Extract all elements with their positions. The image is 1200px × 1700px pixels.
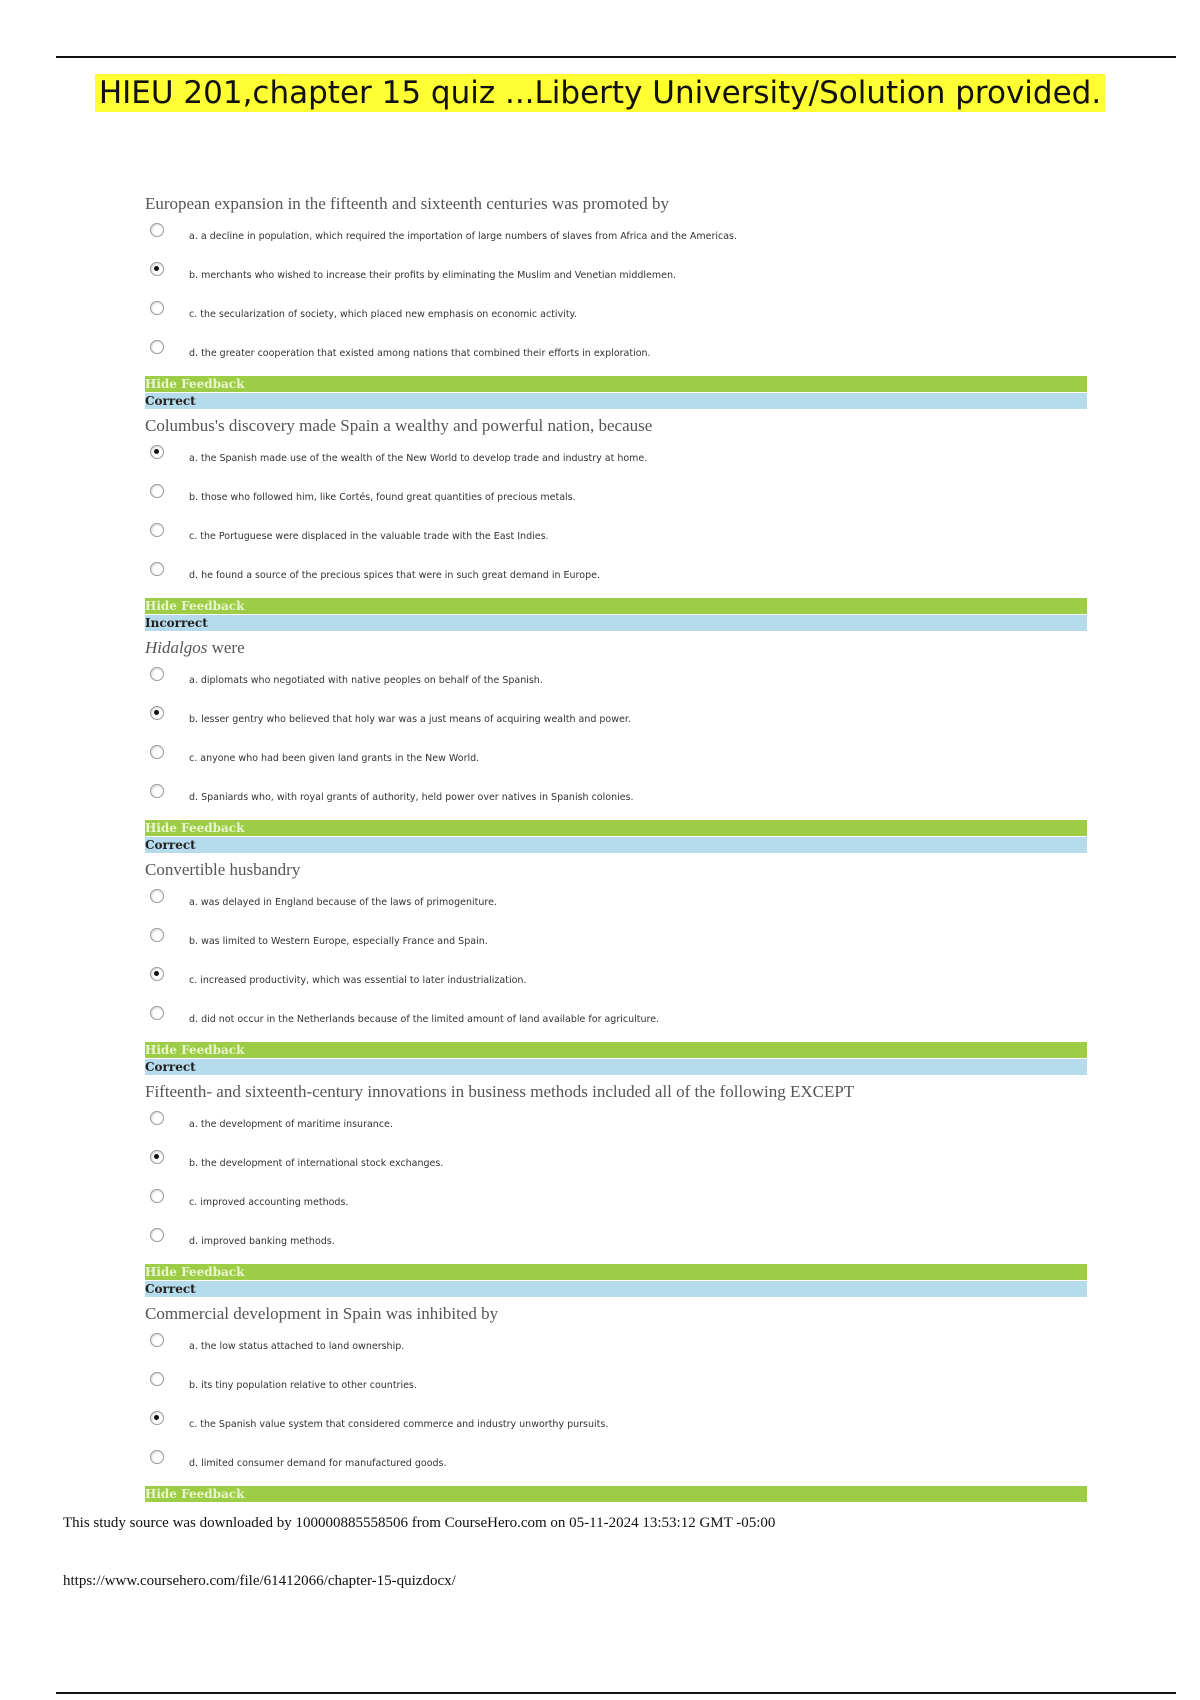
option-label: d. he found a source of the precious spices that were in such great demand in Europe. — [189, 570, 600, 581]
option-label: a. diplomats who negotiated with native peoples on behalf of the Spanish. — [189, 675, 543, 686]
radio-unchecked-icon[interactable] — [150, 889, 164, 903]
option-label: d. the greater cooperation that existed among nations that combined their efforts in exploration. — [189, 348, 651, 359]
answer-option[interactable] — [145, 1370, 1087, 1409]
answer-option[interactable] — [145, 1331, 1087, 1370]
answer-option[interactable] — [145, 1109, 1087, 1148]
answer-option[interactable] — [145, 782, 1087, 821]
option-label: d. Spaniards who, with royal grants of authority, held power over natives in Spanish colonies. — [189, 792, 634, 803]
download-note: This study source was downloaded by 100000885558506 from CourseHero.com on 05-11-2024 13:53:12 GMT -05:00 — [63, 1515, 776, 1531]
result-bar: Correct — [145, 1281, 1087, 1297]
radio-unchecked-icon[interactable] — [150, 223, 164, 237]
option-label: d. limited consumer demand for manufactured goods. — [189, 1458, 447, 1469]
option-label: b. merchants who wished to increase their profits by eliminating the Muslim and Venetian middlemen. — [189, 270, 677, 281]
option-label: b. was limited to Western Europe, especially France and Spain. — [189, 936, 488, 947]
answer-option[interactable] — [145, 1148, 1087, 1187]
radio-unchecked-icon[interactable] — [150, 667, 164, 681]
question-block — [145, 1079, 1087, 1301]
question-text: Commercial development in Spain was inhibited by — [145, 1304, 499, 1323]
option-label: d. did not occur in the Netherlands because of the limited amount of land available for agriculture. — [189, 1014, 660, 1025]
answer-option[interactable] — [145, 1226, 1087, 1265]
hide-feedback-bar[interactable]: Hide Feedback — [145, 1486, 1087, 1502]
option-label: a. was delayed in England because of the laws of primogeniture. — [189, 897, 497, 908]
radio-unchecked-icon[interactable] — [150, 1189, 164, 1203]
hide-feedback-bar[interactable]: Hide Feedback — [145, 598, 1087, 614]
quiz-container — [145, 191, 1087, 1523]
option-label: a. the Spanish made use of the wealth of the New World to develop trade and industry at home. — [189, 453, 648, 464]
radio-unchecked-icon[interactable] — [150, 562, 164, 576]
answer-option[interactable] — [145, 299, 1087, 338]
hide-feedback-bar[interactable]: Hide Feedback — [145, 1264, 1087, 1280]
answer-option[interactable] — [145, 443, 1087, 482]
question-text: Fifteenth- and sixteenth-century innovations in business methods included all of the following EXCEPT — [145, 1082, 855, 1101]
option-label: c. the Portuguese were displaced in the valuable trade with the East Indies. — [189, 531, 549, 542]
result-bar: Correct — [145, 837, 1087, 853]
option-label: b. lesser gentry who believed that holy war was a just means of acquiring wealth and power. — [189, 714, 631, 725]
answer-option[interactable] — [145, 926, 1087, 965]
radio-unchecked-icon[interactable] — [150, 523, 164, 537]
question-block — [145, 635, 1087, 857]
answer-option[interactable] — [145, 260, 1087, 299]
result-bar: Incorrect — [145, 615, 1087, 631]
radio-unchecked-icon[interactable] — [150, 784, 164, 798]
answer-option[interactable] — [145, 1448, 1087, 1487]
radio-checked-icon[interactable] — [150, 262, 164, 276]
radio-unchecked-icon[interactable] — [150, 301, 164, 315]
radio-checked-icon[interactable] — [150, 445, 164, 459]
option-label: a. the low status attached to land ownership. — [189, 1341, 405, 1352]
option-label: b. those who followed him, like Cortés, found great quantities of precious metals. — [189, 492, 576, 503]
bottom-rule — [56, 1692, 1176, 1694]
answer-option[interactable] — [145, 887, 1087, 926]
option-label: a. a decline in population, which required the importation of large numbers of slaves from Africa and the Americas. — [189, 231, 738, 242]
question-block — [145, 1301, 1087, 1523]
answer-option[interactable] — [145, 665, 1087, 704]
question-text: Convertible husbandry — [145, 860, 301, 879]
hide-feedback-bar[interactable]: Hide Feedback — [145, 1042, 1087, 1058]
answer-option[interactable] — [145, 965, 1087, 1004]
radio-checked-icon[interactable] — [150, 1150, 164, 1164]
radio-unchecked-icon[interactable] — [150, 340, 164, 354]
question-text: Columbus's discovery made Spain a wealthy and powerful nation, because — [145, 416, 653, 435]
radio-unchecked-icon[interactable] — [150, 1006, 164, 1020]
top-rule — [56, 56, 1176, 58]
hide-feedback-bar[interactable]: Hide Feedback — [145, 376, 1087, 392]
question-block — [145, 191, 1087, 413]
radio-unchecked-icon[interactable] — [150, 1450, 164, 1464]
answer-option[interactable] — [145, 1187, 1087, 1226]
title-wrap — [0, 74, 1200, 112]
source-url[interactable]: https://www.coursehero.com/file/61412066/chapter-15-quizdocx/ — [63, 1573, 456, 1589]
radio-checked-icon[interactable] — [150, 967, 164, 981]
option-label: a. the development of maritime insurance. — [189, 1119, 393, 1130]
answer-option[interactable] — [145, 560, 1087, 599]
option-label: c. increased productivity, which was essential to later industrialization. — [189, 975, 527, 986]
option-label: b. the development of international stock exchanges. — [189, 1158, 444, 1169]
option-label: c. improved accounting methods. — [189, 1197, 349, 1208]
page-title: HIEU 201,chapter 15 quiz ...Liberty University/Solution provided. — [95, 74, 1105, 112]
answer-option[interactable] — [145, 743, 1087, 782]
result-bar: Correct — [145, 393, 1087, 409]
radio-checked-icon[interactable] — [150, 1411, 164, 1425]
question-block — [145, 413, 1087, 635]
radio-unchecked-icon[interactable] — [150, 1333, 164, 1347]
answer-option[interactable] — [145, 1004, 1087, 1043]
answer-option[interactable] — [145, 221, 1087, 260]
answer-option[interactable] — [145, 521, 1087, 560]
option-label: c. the Spanish value system that considered commerce and industry unworthy pursuits. — [189, 1419, 609, 1430]
radio-unchecked-icon[interactable] — [150, 1372, 164, 1386]
radio-unchecked-icon[interactable] — [150, 745, 164, 759]
answer-option[interactable] — [145, 704, 1087, 743]
radio-unchecked-icon[interactable] — [150, 928, 164, 942]
radio-unchecked-icon[interactable] — [150, 1111, 164, 1125]
option-label: c. the secularization of society, which placed new emphasis on economic activity. — [189, 309, 577, 320]
hide-feedback-bar[interactable]: Hide Feedback — [145, 820, 1087, 836]
option-label: d. improved banking methods. — [189, 1236, 335, 1247]
answer-option[interactable] — [145, 338, 1087, 377]
result-bar: Correct — [145, 1059, 1087, 1075]
question-block — [145, 857, 1087, 1079]
option-label: b. its tiny population relative to other countries. — [189, 1380, 417, 1391]
question-text: Hidalgos were — [145, 638, 245, 657]
radio-checked-icon[interactable] — [150, 706, 164, 720]
radio-unchecked-icon[interactable] — [150, 1228, 164, 1242]
answer-option[interactable] — [145, 482, 1087, 521]
answer-option[interactable] — [145, 1409, 1087, 1448]
question-text: European expansion in the fifteenth and sixteenth centuries was promoted by — [145, 194, 670, 213]
radio-unchecked-icon[interactable] — [150, 484, 164, 498]
option-label: c. anyone who had been given land grants in the New World. — [189, 753, 480, 764]
